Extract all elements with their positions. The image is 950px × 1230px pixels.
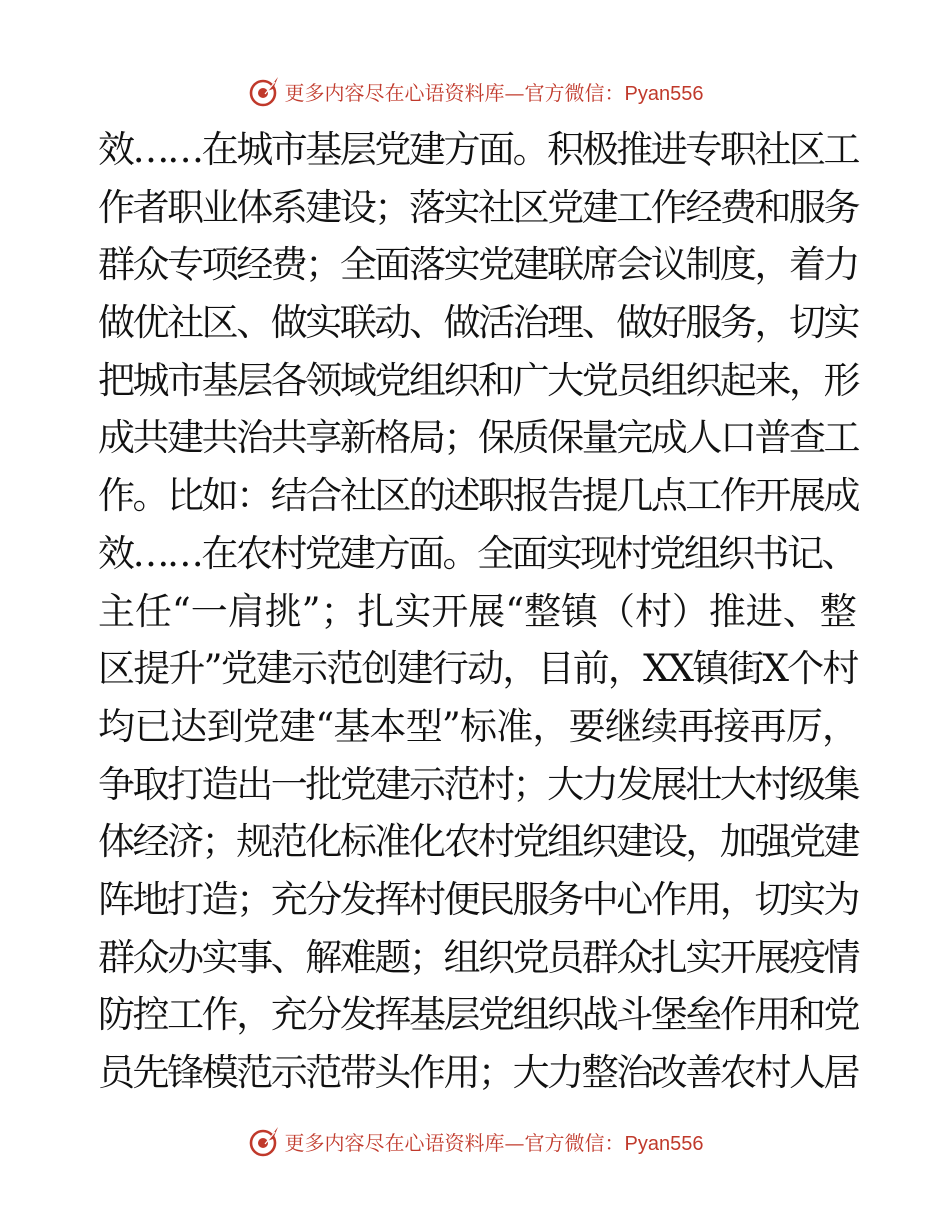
text-line: 争取打造出一批党建示范村；大力发展壮大村级集: [98, 762, 859, 806]
body-paragraph: [98, 121, 858, 1102]
text-line: 区提升”党建示范创建行动，目前，XX镇街X个村: [98, 647, 858, 691]
header-separator: —: [504, 80, 525, 105]
footer-site-text: 更多内容尽在心语资料库: [284, 1130, 505, 1155]
text-line: 防控工作，充分发挥基层党组织战斗堡垒作用和党: [98, 993, 859, 1037]
text-line: 成共建共治共享新格局；保质保量完成人口普查工: [98, 416, 859, 460]
footer-separator: —: [504, 1130, 525, 1155]
text-line: 作。比如：结合社区的述职报告提几点工作开展成: [98, 474, 859, 518]
header-site-text: 更多内容尽在心语资料库: [284, 80, 505, 105]
quill-logo-icon: [247, 74, 281, 108]
header-official-label: 官方微信：: [524, 80, 625, 105]
text-line: 群众专项经费；全面落实党建联席会议制度，着力: [98, 243, 859, 287]
text-line: 员先锋模范示范带头作用；大力整治改善农村人居: [98, 1051, 859, 1094]
footer-watermark-banner: [0, 1121, 950, 1161]
text-line: 群众办实事、解难题；组织党员群众扎实开展疫情: [98, 935, 859, 979]
text-line: 做优社区、做实联动、做活治理、做好服务，切实: [98, 301, 859, 345]
header-wechat-id: Pyan556: [624, 82, 704, 105]
text-line: 体经济；规范化标准化农村党组织建设，加强党建: [98, 820, 859, 864]
text-line: 阵地打造；充分发挥村便民服务中心作用，切实为: [98, 877, 859, 921]
text-line: 作者职业体系建设；落实社区党建工作经费和服务: [98, 185, 859, 229]
text-line: 均已达到党建“基本型”标准，要继续再接再厉，: [98, 704, 859, 748]
text-line: 效……在农村党建方面。全面实现村党组织书记、: [98, 531, 856, 575]
text-line: 把城市基层各领域党组织和广大党员组织起来，形: [98, 358, 859, 402]
footer-official-label: 官方微信：: [524, 1130, 625, 1155]
header-watermark-banner: [0, 71, 950, 111]
text-line: 效……在城市基层党建方面。积极推进专职社区工: [98, 128, 859, 171]
text-line: 主任“一肩挑”；扎实开展“整镇（村）推进、整: [98, 589, 857, 633]
footer-wechat-id: Pyan556: [624, 1132, 704, 1155]
quill-logo-icon: [247, 1124, 281, 1158]
